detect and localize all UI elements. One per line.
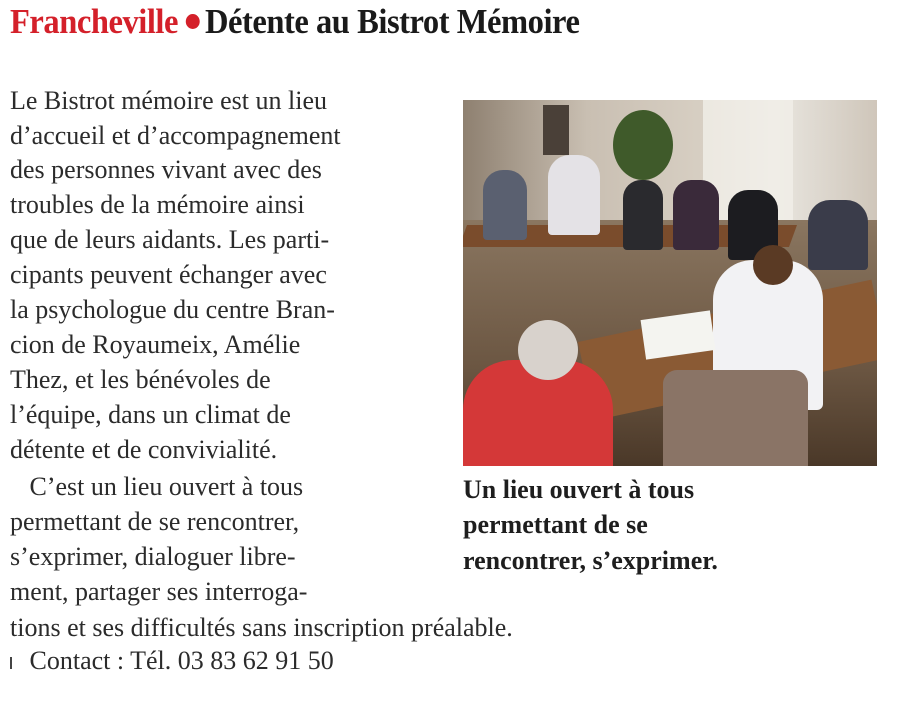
headline [10,2,579,42]
body-line: des personnes vivant avec des [10,155,322,184]
body-line: s’exprimer, dialoguer libre- [10,542,296,571]
caption-line: rencontrer, s’exprimer. [463,546,718,575]
body-line: l’équipe, dans un climat de [10,400,291,429]
body-line: Thez, et les bénévoles de [10,365,271,394]
body-line: ment, partager ses interroga- [10,577,308,606]
body-line: que de leurs aidants. Les parti- [10,225,330,254]
headline-place: Francheville [10,2,178,41]
body-line: Le Bistrot mémoire est un lieu [10,86,327,115]
body-line: cion de Royaumeix, Amélie [10,330,301,359]
caption-line: permettant de se [463,510,648,539]
article-photo [463,100,877,466]
body-line: d’accueil et d’accompagnement [10,121,341,150]
body-line: troubles de la mémoire ainsi [10,190,305,219]
bullet-dot-icon [185,14,199,29]
body-line: permettant de se rencontrer, [10,507,300,536]
headline-title: Détente au Bistrot Mémoire [204,2,580,41]
caption-line: Un lieu ouvert à tous [463,475,695,504]
body-line: détente et de convivialité. [10,435,278,464]
contact-line: Contact : Tél. 03 83 62 91 50 [10,646,334,675]
body-line: tions et ses difficultés sans inscription préalable. [10,613,513,642]
body-line: la psychologue du centre Bran- [10,295,335,324]
body-line: cipants peuvent échanger avec [10,260,327,289]
body-line: C’est un lieu ouvert à tous [10,472,304,501]
